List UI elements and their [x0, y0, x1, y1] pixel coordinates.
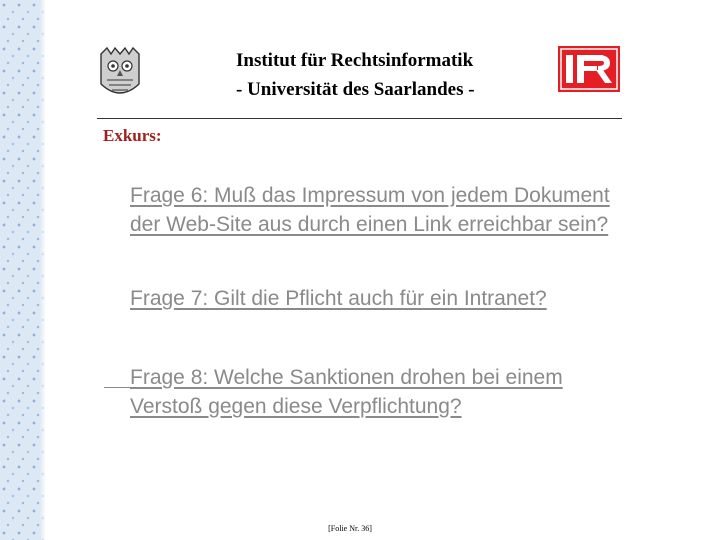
decorative-side-strip	[0, 0, 46, 540]
university-name: - Universität des Saarlandes -	[236, 79, 475, 100]
question-item: Frage 8: Welche Sanktionen drohen bei einem Verstoß gegen diese Verpflichtung?	[130, 366, 563, 418]
header-divider	[97, 118, 622, 119]
section-title: Exkurs:	[103, 126, 162, 145]
ifr-logo-icon	[558, 46, 620, 92]
question-item: Frage 7: Gilt die Pflicht auch für ein Intranet?	[130, 287, 547, 310]
slide-number: [Folie Nr. 36]	[328, 524, 372, 533]
institute-header	[236, 46, 496, 104]
question-item: Frage 6: Muß das Impressum von jedem Dokument der Web-Site aus durch einen Link erreichbar sein?	[130, 184, 610, 236]
institute-name: Institut für Rechtsinformatik	[236, 50, 474, 71]
university-crest-icon	[97, 46, 143, 102]
question-lead-underline	[104, 387, 130, 388]
